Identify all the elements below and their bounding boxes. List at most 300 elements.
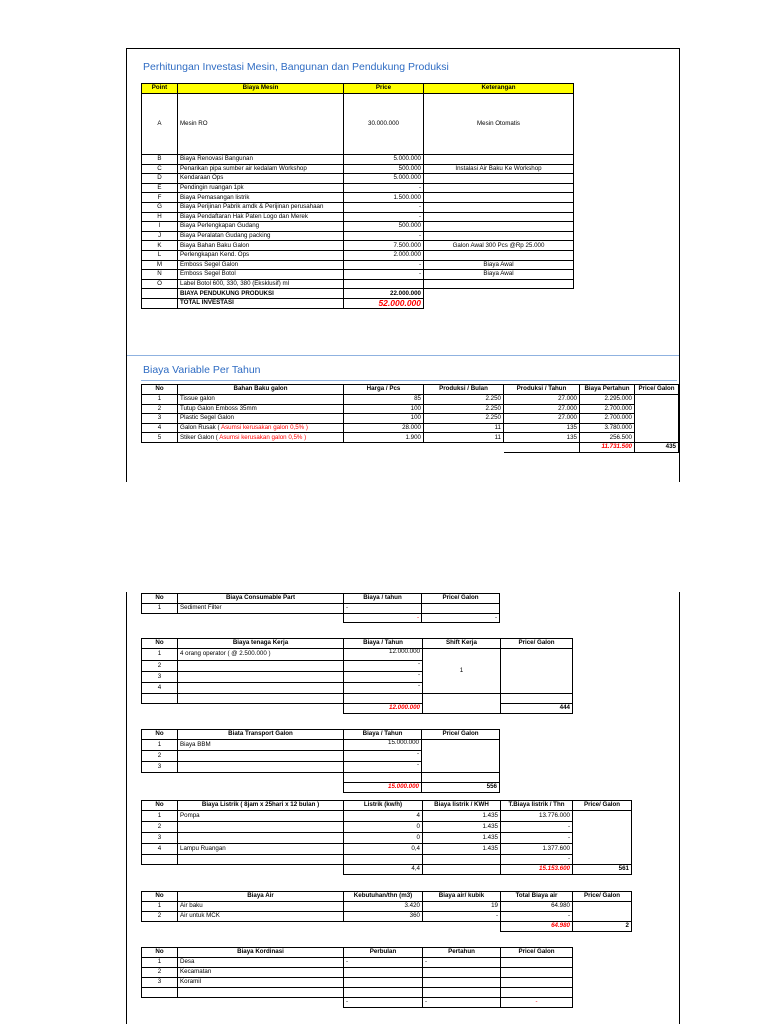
column-header: Price/ Galon [573,801,632,811]
note-cell: Galon Awal 300 Pcs @Rp 25.000 [424,241,574,251]
empty-cell [635,414,679,424]
no-cell: 1 [142,740,178,751]
need-cell: 3.420 [344,902,423,912]
empty-cell [501,968,573,978]
variable-total: 11.731.500 [580,442,635,452]
pertahun-cell: 2.700.000 [580,404,635,414]
header-row [142,639,573,649]
spacer-row [142,988,573,998]
thn-cell: - [501,822,573,833]
investasi-title: Perhitungan Investasi Mesin, Bangunan dan Pendukung Produksi [143,61,449,73]
price-cell: 30.000.000 [344,94,424,155]
price-cell: 500.000 [344,222,424,232]
name-cell: Koramil [178,978,344,988]
column-header: Price/ Galon [635,385,679,395]
table-row [142,414,679,424]
material-note: Asumsi kerusakan galon 0,5% ) [219,433,307,441]
point-cell: A [142,94,178,155]
variable-price-galon: 435 [635,442,679,452]
name-cell [178,762,344,773]
empty-cell [142,694,178,704]
table-row [142,604,500,614]
table-row [142,423,679,433]
empty-cell [344,988,423,998]
air-table [141,891,632,932]
column-header: No [142,639,178,649]
item-cell: Mesin RO [178,94,344,155]
variable-title: Biaya Variable Per Tahun [143,364,261,376]
empty-cell [178,783,344,793]
column-header: Biaya / Tahun [344,730,422,740]
kordinasi-price: - [501,998,573,1008]
empty-cell [424,298,574,308]
table-row [142,222,574,232]
biaya-cell: 12.000.000 [344,649,423,661]
no-cell: 2 [142,661,178,672]
thn-cell: 13.776.000 [501,811,573,822]
point-cell: G [142,202,178,212]
total-value: 52.000.000 [344,298,424,308]
investasi-table [141,83,574,309]
table-row [142,260,574,270]
table-row [142,94,574,155]
item-cell: Perlengkapan Kend. Ops [178,250,344,260]
material-name: Tissue galon [180,395,215,403]
table-row [142,270,574,280]
empty-cell [573,811,632,865]
empty-cell [178,865,344,875]
empty-cell [423,865,501,875]
total-cell: - [501,912,573,922]
table-row [142,978,573,988]
extra-row [142,855,632,865]
note-cell [424,155,574,165]
empty-cell [178,855,344,865]
col-price: Price [344,84,424,94]
total-row [142,922,632,932]
name-cell: Sediment Filter [178,604,344,614]
empty-cell [142,298,178,308]
empty-cell [635,404,679,414]
name-cell [178,751,344,762]
empty-cell [501,694,573,704]
column-header: Price/ Galon [573,892,632,902]
total-row [142,442,679,452]
column-header: Biaya Listrik ( 8jam x 25hari x 12 bulan ) [178,801,344,811]
table-row [142,202,574,212]
table-row [142,183,574,193]
empty-cell [142,613,178,623]
column-header: Biaya listrik / KWH [423,801,501,811]
no-cell: 3 [142,762,178,773]
harga-cell: 100 [344,414,424,424]
empty-cell [344,855,423,865]
kordinasi-total-tahun: - [423,998,501,1008]
col-point: Point [142,84,178,94]
point-cell: M [142,260,178,270]
price-cell: - [344,212,424,222]
point-cell: K [142,241,178,251]
price-cell: 2.000.000 [344,250,424,260]
header-row [142,948,573,958]
column-header: Produksi / Bulan [424,385,504,395]
per-kwh-cell: 1.435 [423,833,501,844]
name-cell: Air baku [178,902,344,912]
empty-cell [423,694,501,704]
material-name: Tutup Galon Emboss 35mm [180,404,257,412]
empty-cell [635,433,679,443]
column-header: Price/ Galon [501,639,573,649]
kwh-cell: 0 [344,822,423,833]
empty-cell [422,604,500,614]
bulan-cell: 2.250 [424,404,504,414]
table-row [142,433,679,443]
empty-cell [178,694,344,704]
price-cell: - [344,183,424,193]
name-cell: 4 orang operator ( @ 2.500.000 ) [178,649,344,661]
variable-underline [141,380,677,381]
empty-cell [142,922,178,932]
point-cell: C [142,164,178,174]
pendukung-row [142,289,574,299]
column-header: Produksi / Tahun [504,385,580,395]
note-cell [424,250,574,260]
tahun-cell: 27.000 [504,414,580,424]
air-total: 64.980 [501,922,573,932]
column-header: Biaya tenaga Kerja [178,639,344,649]
shift-cell: 1 [423,649,501,694]
column-header: T.Biaya listrik / Thn [501,801,573,811]
empty-cell [178,704,344,714]
table-row [142,404,679,414]
column-header: Perbulan [344,948,423,958]
no-cell: 2 [142,822,178,833]
table-row [142,912,632,922]
note-cell: Instalasi Air Baku Ke Workshop [424,164,574,174]
transport-table [141,729,500,793]
price-cell: 7.500.000 [344,241,424,251]
item-cell: Biaya Pemasangan listrik [178,193,344,203]
point-cell: H [142,212,178,222]
price-cell: 5.000.000 [344,174,424,184]
empty-cell [344,773,422,783]
biaya-cell: - [344,762,422,773]
tahun-cell: 135 [504,423,580,433]
pertahun-cell: 2.295.000 [580,395,635,405]
empty-cell [422,740,500,773]
table-row [142,193,574,203]
bulan-cell: - [344,958,423,968]
total-row [142,613,500,623]
name-cell: Desa [178,958,344,968]
no-cell: 1 [142,604,178,614]
empty-cell [422,773,500,783]
point-cell: F [142,193,178,203]
price-cell: - [344,202,424,212]
biaya-cell: - [344,661,423,672]
column-header: Bahan Baku galon [178,385,344,395]
empty-cell [178,773,344,783]
table-row [142,250,574,260]
tenaga-price: 444 [501,704,573,714]
tahun-cell [423,978,501,988]
point-cell: N [142,270,178,280]
biaya-cell: - [344,683,423,694]
spacer-row [142,694,573,704]
listrik-table [141,800,632,875]
item-cell: Biaya Perlengkapan Gudang [178,222,344,232]
per-kwh-cell: 1.435 [423,822,501,833]
note-cell [424,222,574,232]
column-header: No [142,594,178,604]
item-cell: Label Botol 600, 330, 380 (Eksklusif) ml [178,279,344,289]
column-header: Biaya Kordinasi [178,948,344,958]
table-row [142,958,573,968]
consumable-total: - [344,613,422,623]
table-row [142,395,679,405]
material-cell [178,404,344,414]
tahun-cell [423,968,501,978]
table-row [142,844,632,855]
material-cell [178,433,344,443]
column-header: Price/ Galon [501,948,573,958]
table-row [142,740,500,751]
table-row [142,822,632,833]
extra-thn-cell: - [501,855,573,865]
header-row [142,892,632,902]
empty-cell [142,865,178,875]
empty-cell [142,773,178,783]
empty-cell [635,423,679,433]
pertahun-cell: 2.700.000 [580,414,635,424]
total-row [142,998,573,1008]
note-cell [424,183,574,193]
note-cell [424,174,574,184]
note-cell [424,212,574,222]
column-header: Biaya Pertahun [580,385,635,395]
consumable-price: - [422,613,500,623]
price-cell: 1.500.000 [344,193,424,203]
price-cell: 5.000.000 [344,155,424,165]
harga-cell: 85 [344,395,424,405]
empty-cell [178,442,344,452]
empty-cell [501,649,573,694]
tahun-cell: 27.000 [504,404,580,414]
item-cell: Kendaraan Ops [178,174,344,184]
name-cell [178,683,344,694]
empty-cell [178,613,344,623]
empty-cell [344,922,423,932]
bulan-cell: 11 [424,433,504,443]
name-cell: Biaya BBM [178,740,344,751]
table-row [142,968,573,978]
empty-cell [178,998,344,1008]
bulan-cell: 2.250 [424,414,504,424]
material-name: Galon Rusak ( [180,423,221,431]
total-row [142,783,500,793]
tahun-cell: - [423,958,501,968]
empty-cell [635,395,679,405]
note-cell: Biaya Awal [424,270,574,280]
no-cell: 2 [142,912,178,922]
empty-cell [423,922,501,932]
item-cell: Emboss Segel Galon [178,260,344,270]
no-cell: 4 [142,423,178,433]
harga-cell: 1.900 [344,433,424,443]
variable-table [141,384,679,453]
table-row [142,279,574,289]
total-row [142,865,632,875]
page1-right-border [679,48,680,482]
price-cell [344,279,424,289]
empty-cell [178,988,344,998]
name-cell [178,822,344,833]
material-note: Asumsi kerusakan galon 0,5% ) [220,423,308,431]
column-header: Price/ Galon [422,594,500,604]
empty-cell [423,988,501,998]
column-header: No [142,801,178,811]
column-header: Pertahun [423,948,501,958]
material-cell [178,395,344,405]
empty-cell [178,922,344,932]
thn-cell: 1.377.600 [501,844,573,855]
total-label: TOTAL INVESTASI [178,298,344,308]
point-cell: I [142,222,178,232]
empty-cell [142,704,178,714]
empty-cell [142,998,178,1008]
pendukung-value: 22.000.000 [344,289,424,299]
item-cell: Biaya Peralatan Gudang packing [178,231,344,241]
empty-cell [142,783,178,793]
table-row [142,212,574,222]
table-row [142,155,574,165]
page2-left-border [126,592,127,1024]
empty-cell [424,289,574,299]
item-cell: Biaya Pendaftaran Hak Paten Logo dan Merek [178,212,344,222]
page2-right-border [679,592,680,1024]
empty-cell [344,694,423,704]
empty-cell [501,958,573,968]
col-item: Biaya Mesin [178,84,344,94]
empty-cell [504,442,580,452]
total-row [142,298,574,308]
header-row [142,385,679,395]
kwh-cell: 0 [344,833,423,844]
column-header: No [142,730,178,740]
listrik-total-kwh: 4,4 [344,865,423,875]
note-cell: Mesin Otomatis [424,94,574,155]
air-price: 2 [573,922,632,932]
table-row [142,902,632,912]
no-cell: 2 [142,751,178,762]
kordinasi-table [141,947,573,1008]
name-cell [178,672,344,683]
no-cell: 3 [142,414,178,424]
pertahun-cell: 3.780.000 [580,423,635,433]
tahun-cell: 135 [504,433,580,443]
no-cell: 3 [142,672,178,683]
transport-total: 15.000.000 [344,783,422,793]
biaya-cell: - [344,751,422,762]
no-cell: 1 [142,395,178,405]
column-header: Price/ Galon [422,730,500,740]
empty-cell [423,855,501,865]
empty-cell [142,289,178,299]
empty-cell [142,442,178,452]
biaya-cell: - [344,604,422,614]
per-cell: - [423,912,501,922]
note-cell [424,231,574,241]
listrik-price: 561 [573,865,632,875]
column-header: Biata Transport Galon [178,730,344,740]
column-header: Biaya Consumable Part [178,594,344,604]
no-cell: 3 [142,833,178,844]
table-row [142,231,574,241]
no-cell: 4 [142,683,178,694]
note-cell [424,202,574,212]
item-cell: Pendingin ruangan 1pk [178,183,344,193]
kwh-cell: 4 [344,811,423,822]
note-cell [424,279,574,289]
page1-top-border [126,48,680,49]
note-cell [424,193,574,203]
point-cell: O [142,279,178,289]
name-cell: Kecamatan [178,968,344,978]
point-cell: E [142,183,178,193]
column-header: Biaya air/ kubik [423,892,501,902]
item-cell: Biaya Perijinan Pabrik amdk & Perijinan perusahaan [178,202,344,212]
per-kwh-cell: 1.435 [423,811,501,822]
point-cell: J [142,231,178,241]
tenaga-table [141,638,573,714]
harga-cell: 28.000 [344,423,424,433]
bulan-cell: 11 [424,423,504,433]
no-cell: 3 [142,978,178,988]
empty-cell [344,442,424,452]
listrik-total: 15.153.600 [501,865,573,875]
price-cell: - [344,260,424,270]
tenaga-total: 12.000.000 [344,704,423,714]
material-cell [178,423,344,433]
section-divider [127,355,679,356]
price-cell: 500.000 [344,164,424,174]
price-cell: - [344,270,424,280]
point-cell: D [142,174,178,184]
item-cell: Emboss Segel Botol [178,270,344,280]
empty-cell [501,988,573,998]
kordinasi-total-bulan: - [344,998,423,1008]
total-cell: 64.980 [501,902,573,912]
table-row [142,241,574,251]
column-header: No [142,385,178,395]
biaya-cell: 15.000.000 [344,740,422,751]
column-header: Biaya / tahun [344,594,422,604]
empty-cell [501,978,573,988]
column-header: Total Biaya air [501,892,573,902]
price-cell: - [344,231,424,241]
column-header: No [142,948,178,958]
column-header: Listrik (kw/h) [344,801,423,811]
item-cell: Biaya Bahan Baku Galon [178,241,344,251]
bulan-cell [344,968,423,978]
column-header: Biaya Air [178,892,344,902]
biaya-cell: - [344,672,423,683]
empty-cell [573,902,632,922]
no-cell: 1 [142,811,178,822]
kwh-cell: 0,4 [344,844,423,855]
no-cell: 2 [142,968,178,978]
table-row [142,164,574,174]
